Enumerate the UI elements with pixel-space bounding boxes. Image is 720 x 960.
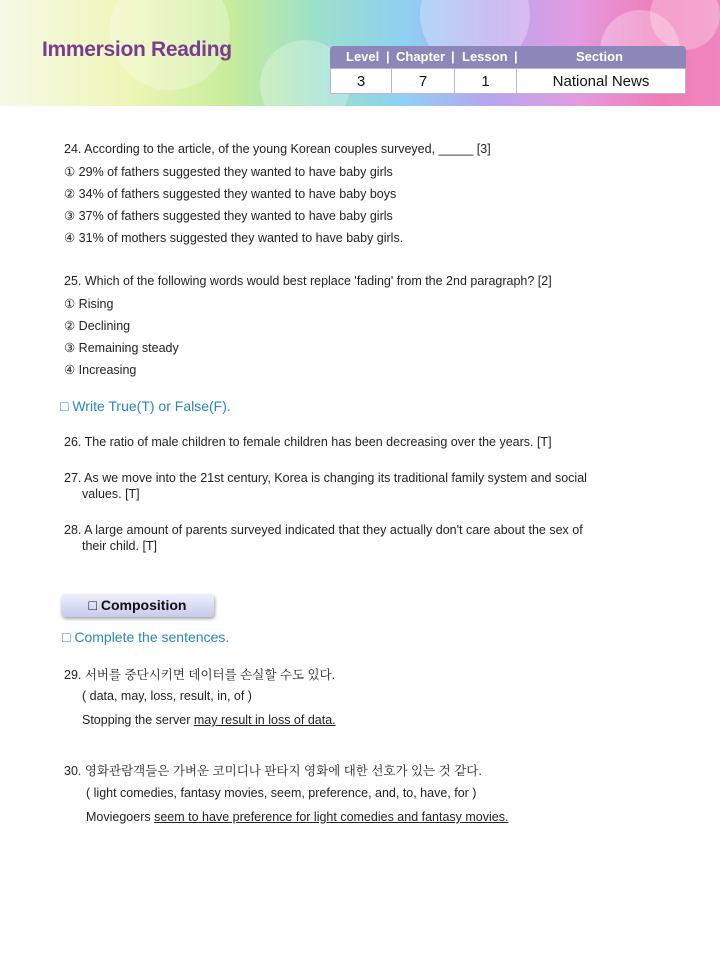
question-27-line-2: values. [T] [82, 487, 140, 501]
lesson-column-label: Lesson [462, 49, 508, 64]
question-29-answer-prefix: Stopping the server [82, 713, 191, 727]
question-25-option-2: ② Declining [64, 319, 131, 333]
question-24-stem: 24. According to the article, of the young Korean couples surveyed, _____ [3] [64, 142, 491, 156]
brand-title: Immersion Reading [42, 38, 232, 61]
question-30-korean: 30. 영화관람객들은 가벼운 코미디나 판타지 영화에 대한 선호가 있는 것 같다. [64, 764, 482, 778]
info-table-header [330, 46, 686, 68]
question-25-option-1: ① Rising [64, 297, 114, 311]
question-30-answer [86, 810, 508, 824]
header-banner [0, 0, 720, 106]
question-24-option-2: ② 34% of fathers suggested they wanted to have baby boys [64, 187, 397, 201]
question-25-option-3: ③ Remaining steady [64, 341, 179, 355]
question-29-answer [82, 713, 336, 727]
question-30-answer-text: seem to have preference for light comedies and fantasy movies. [154, 810, 509, 824]
question-24-option-1: ① 29% of fathers suggested they wanted to have baby girls [64, 165, 393, 179]
header-divider: | [386, 49, 390, 64]
question-24-option-3: ③ 37% of fathers suggested they wanted to have baby girls [64, 209, 393, 223]
question-25-option-4: ④ Increasing [64, 363, 137, 377]
true-false-instruction: □ Write True(T) or False(F). [60, 398, 231, 414]
question-25-stem: 25. Which of the following words would best replace 'fading' from the 2nd paragraph? [2] [64, 274, 552, 288]
header-divider: | [514, 49, 518, 64]
info-table-values [330, 68, 686, 94]
section-value: National News [552, 73, 650, 90]
question-29-korean: 29. 서버를 중단시키면 데이터를 손실할 수도 있다. [64, 668, 336, 682]
lesson-info-table [330, 46, 686, 93]
question-27-line-1: 27. As we move into the 21st century, Korea is changing its traditional family system and social [64, 471, 587, 485]
level-value: 3 [356, 73, 366, 90]
question-28-line-2: their child. [T] [82, 539, 158, 553]
question-28-line-1: 28. A large amount of parents surveyed indicated that they actually don't care about the sex of [64, 523, 583, 537]
question-30-answer-prefix: Moviegoers [86, 810, 151, 824]
question-30-word-bank: ( light comedies, fantasy movies, seem, preference, and, to, have, for ) [86, 786, 477, 800]
question-26: 26. The ratio of male children to female children has been decreasing over the years. [T] [64, 435, 552, 449]
header-divider: | [451, 49, 455, 64]
question-29-answer-text: may result in loss of data. [193, 713, 336, 727]
complete-sentences-instruction: □ Complete the sentences. [62, 629, 230, 645]
lesson-value: 1 [481, 73, 490, 90]
chapter-column-label: Chapter [396, 49, 446, 64]
section-column-label: Section [576, 49, 623, 64]
question-24-option-4: ④ 31% of mothers suggested they wanted to have baby girls. [64, 231, 404, 245]
level-column-label: Level [346, 49, 380, 64]
composition-tab: □ Composition [61, 594, 214, 617]
chapter-value: 7 [418, 73, 428, 90]
question-29-word-bank: ( data, may, loss, result, in, of ) [82, 689, 252, 703]
